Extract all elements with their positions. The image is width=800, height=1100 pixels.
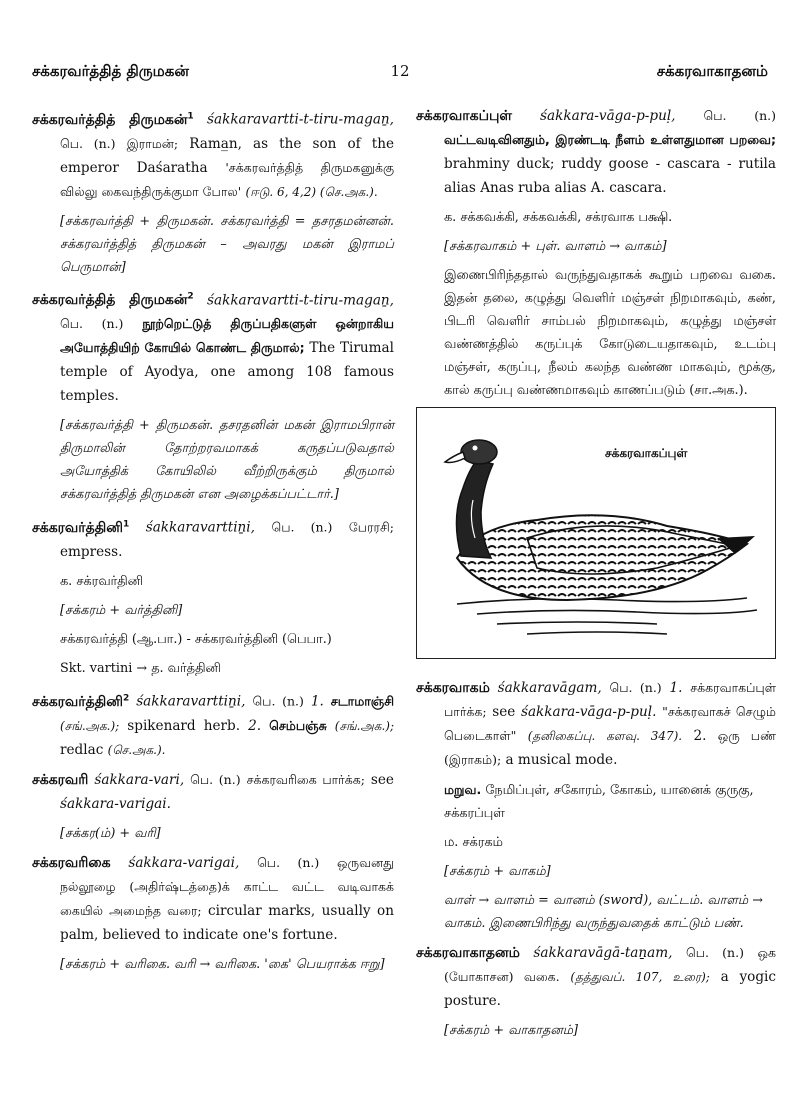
page-header — [32, 62, 768, 86]
etymology-note: வாள் → வாளம் = வானம் (sword), வட்டம். வாளம் → வாகம். இணைபிரிந்து வருந்துவதைக் காட்டும் பண். — [444, 893, 763, 931]
english-gloss: a musical mode. — [505, 752, 618, 768]
cross-reference: சக்கரவாகப்புள் பார்க்க; — [444, 680, 776, 719]
figure-caption: சக்கரவாகப்புள் — [605, 446, 688, 460]
citation: (சங்.அக.); — [60, 718, 120, 733]
sense-number: 1. — [310, 693, 324, 710]
part-of-speech: பெ. (n.) — [257, 854, 320, 870]
tamil-gloss: செம்பஞ்சு — [269, 717, 327, 733]
english-gloss: spikenard herb. — [127, 717, 241, 734]
citation: (ஈடு. 6, 4,2) (செ.அக.). — [245, 184, 378, 199]
headword: சக்கரவாகப்புள் — [416, 108, 513, 124]
quotation: "சக்கரவாகச் செழும் பெடைகாள்" — [444, 704, 776, 743]
etymology: [சக்கரம் + வாகம்] — [444, 864, 551, 879]
cognate-kannada: க. சக்ரவர்தினி — [60, 573, 143, 589]
sense-number: 2. — [248, 717, 262, 734]
english-gloss: a yogic posture. — [444, 969, 776, 1009]
part-of-speech: பெ. (n.) — [60, 316, 124, 332]
headword: சக்கரவாகாதனம் — [416, 945, 520, 961]
headword: சக்கரவாகம் — [416, 680, 490, 696]
synonym-label: மறுவ. — [444, 782, 482, 797]
citation: (தத்துவப். 107, உரை); — [570, 970, 710, 984]
entry-chakkaravarigai — [32, 851, 394, 947]
cross-reference: சக்கரவரிகை பார்க்க; — [246, 771, 365, 787]
english-gloss: The Tirumal temple of Ayodya, one among 108 famous temples. — [60, 340, 394, 405]
cross-reference-see: see — [370, 771, 394, 788]
quotation: 'சக்கரவர்த்தித் திருமகனுக்கு வில்லு கைவந்திருக்குமா போல' — [60, 159, 394, 199]
part-of-speech: பெ. (n.) — [252, 693, 304, 709]
citation: (தனிகைப்பு. களவு. 347). — [527, 729, 683, 743]
tamil-gloss: பேரரசி; — [348, 519, 394, 535]
left-column — [32, 104, 394, 982]
tamil-gloss: ஒருவனது நல்லூழை (அதிர்ஷ்டத்தை)க் காட்ட வட்ட வடிவாகக் கையில் அமைந்த வரை; — [60, 854, 395, 918]
citation: (செ.அக.). — [107, 742, 166, 757]
headword: சக்கரவர்த்தித் திருமகன்$^2$ — [32, 291, 194, 309]
transliteration: śakkara-vāga-p-puḷ, — [540, 108, 676, 124]
entry-chakravarthini-2 — [32, 686, 394, 762]
entry-chakravarthini-1 — [32, 512, 394, 564]
citation: (சங்.அக.); — [334, 718, 394, 733]
sense-number: 2. — [693, 728, 707, 744]
transliteration: śakkara-varigai, — [128, 854, 240, 871]
etymology: [சக்கரம் + வரிகை. வரி → வரிகை. 'கை' பெயராக்க ஈறு] — [60, 956, 385, 972]
part-of-speech: பெ. (n.) — [271, 519, 333, 535]
headword: சக்கரவரி — [32, 771, 89, 788]
cross-reference-see: see — [492, 704, 516, 720]
duck-illustration — [417, 408, 774, 657]
english-gloss: circular marks, usually on palm, believed to indicate one's fortune. — [60, 902, 394, 943]
english-gloss: Rama̲n, as the son of the emperor Daśaratha — [60, 135, 394, 176]
header-left-guideword: சக்கரவர்த்தித் திருமகன் — [32, 62, 189, 80]
etymology: [சக்கரம் + வாகாதனம்] — [444, 1023, 579, 1038]
cross-reference-target: śakkara-vāga-p-puḷ. — [520, 704, 657, 720]
cognate-malayalam: ம. சக்ரகம் — [444, 835, 503, 850]
tamil-gloss: சடாமாஞ்சி — [330, 693, 395, 709]
english-gloss: brahminy duck; ruddy goose - cascara - rutila alias Anas ruba alias A. cascara. — [444, 156, 776, 196]
tamil-gloss: நூற்றெட்டுத் திருப்பதிகளுள் ஒன்றாகிய அயோத்தியிற் கோயில் கொண்ட திருமால்; — [60, 316, 394, 356]
transliteration: śakkaravartti-t-tiru-magaṉ, — [207, 292, 395, 309]
right-column-bottom — [416, 676, 776, 1048]
etymology: [சக்கரம் + வர்த்தினி] — [60, 602, 183, 618]
transliteration: śakkaravarttiṉi, — [136, 693, 246, 710]
tamil-gloss: வட்டவடிவினதும், இரண்டடி நீளம் உள்ளதுமான பறவை; — [444, 132, 776, 147]
entry-chakkaravagam — [416, 676, 776, 772]
sanskrit-note: Skt. vartini → த. வர்த்தினி — [60, 660, 221, 676]
gender-note: சக்கரவர்த்தி (ஆ.பா.) - சக்கரவர்த்தினி (பெபா.) — [60, 631, 332, 647]
tamil-gloss: ஒக (யோகாசன) வகை. — [444, 945, 776, 984]
header-right-guideword: சக்கரவாகாதனம் — [656, 62, 768, 80]
entry-chakkaravaga-pul — [416, 104, 776, 200]
etymology: [சக்கரவர்த்தி + திருமகன். சக்கரவர்த்தி = தசரதமன்னன். சக்கரவர்த்தித் திருமகன் – அவரது மகன் இராமப் பெருமான்] — [60, 213, 394, 275]
transliteration: śakkaravartti-t-tiru-magaṉ, — [207, 111, 395, 128]
part-of-speech: பெ. (n.) — [609, 680, 662, 695]
cross-reference-target: śakkara-varigai. — [60, 795, 171, 812]
etymology: [சக்கரவாகம் + புள். வாளம் → வாகம்] — [444, 239, 667, 254]
part-of-speech: பெ. (n.) — [190, 771, 241, 787]
description: இணைபிரிந்ததால் வருந்துவதாகக் கூறும் பறவை வகை. இதன் தலை, கழுத்து வெளிர் மஞ்சள் நிறமாகவும், கண், பிடரி வெளிர் சாம்பல் நிறமாகவும், கழுத்து மஞ்சள் வண்ணத்தில் கருப்புக் கோடுடையதாகவும், உடம்பு மஞ்சள், கருப்பு, நீலம் கலந்த வண்ண மாகவும், மூக்கு, கால் கருப்பு வண்ணமாகவும் காணப்படும் (சா.அக.). — [444, 268, 776, 398]
headword: சக்கரவர்த்தினி$^2$ — [32, 692, 130, 710]
entry-chakravarthi-thirumagan-1 — [32, 104, 394, 204]
duck-illustration-figure — [416, 407, 776, 659]
headword: சக்கரவர்த்தினி$^1$ — [32, 519, 130, 536]
transliteration: śakkaravāgam, — [497, 680, 602, 696]
transliteration: śakkaravarttiṉi, — [145, 519, 255, 536]
entry-chakkaravari — [32, 768, 394, 816]
tamil-gloss: ஒரு பண் (இராகம்); — [444, 728, 776, 767]
transliteration: śakkara-vari, — [94, 771, 185, 788]
part-of-speech: பெ. (n.) — [703, 108, 776, 123]
part-of-speech: பெ. (n.) — [60, 135, 116, 151]
sense-number: 1. — [669, 680, 683, 696]
page-number: 12 — [390, 62, 410, 80]
etymology: [சக்கர(ம்) + வரி] — [60, 825, 161, 841]
transliteration: śakkaravāgā-taṉam, — [533, 945, 673, 961]
english-gloss: empress. — [60, 543, 123, 560]
entry-chakravarthi-thirumagan-2 — [32, 285, 394, 409]
english-gloss: redlac — [60, 741, 104, 758]
headword: சக்கரவரிகை — [32, 854, 111, 871]
synonym-list: நேமிப்புள், சகோரம், கோகம், யானைக் குருகு, சக்கரப்புள் — [444, 783, 754, 821]
cognate-kannada: க. சக்கவக்கி, சக்கவக்கி, சக்ரவாக பக்ஷி. — [444, 210, 673, 225]
tamil-gloss: இராமன்; — [126, 135, 179, 151]
water-ripples — [457, 598, 757, 634]
headword: சக்கரவர்த்தித் திருமகன்$^1$ — [32, 111, 194, 128]
right-column-top — [416, 104, 776, 408]
entry-chakkaravagathanam — [416, 941, 776, 1013]
part-of-speech: பெ. (n.) — [686, 945, 744, 960]
etymology: [சக்கரவர்த்தி + திருமகன். தசரதனின் மகன் இராமபிரான் திருமாலின் தோற்றரவமாகக் கருதப்படுவதால் அயோத்திக் கோயிலில் வீற்றிருக்கும் திருமால் சக்கரவர்த்தித் திருமகன் என அழைக்கப்பட்டார்.] — [60, 418, 394, 503]
synonyms — [444, 778, 776, 825]
